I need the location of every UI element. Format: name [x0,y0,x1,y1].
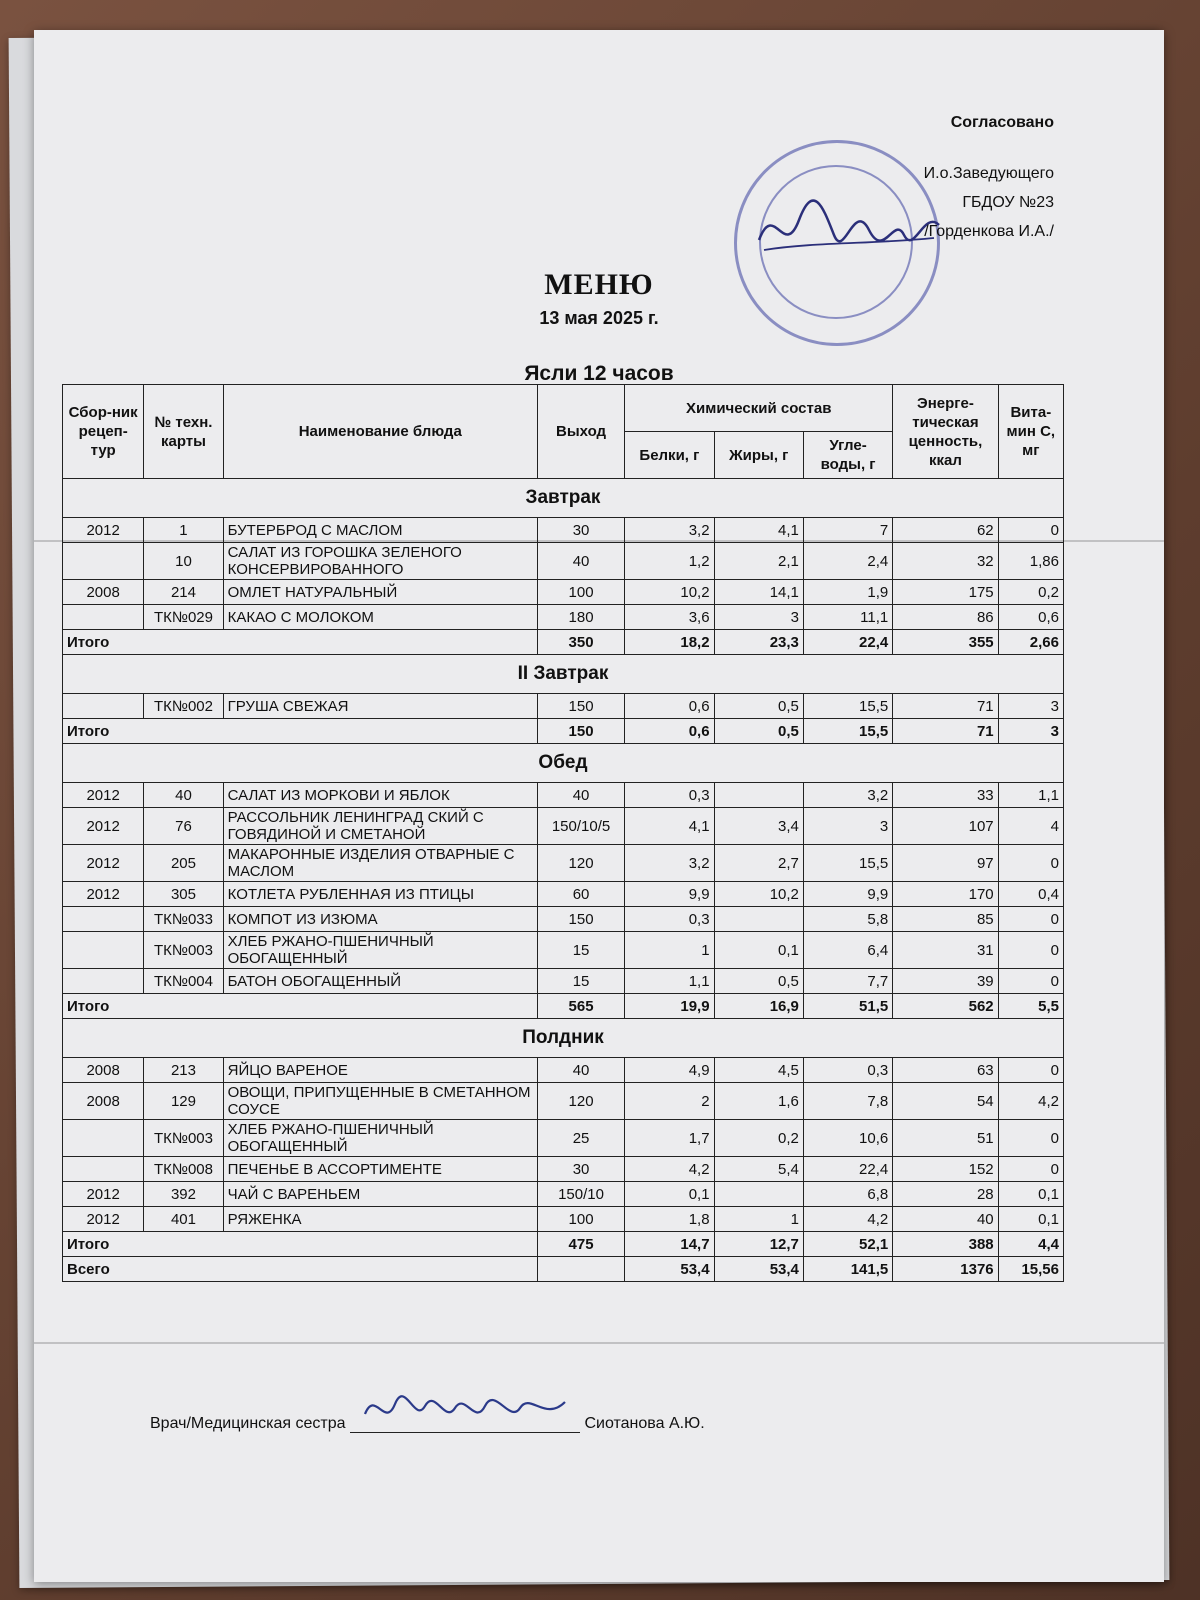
table-row [63,518,1064,543]
total-fat: 23,3 [714,630,803,655]
cell-tech-card: 305 [144,882,223,907]
cell-energy: 40 [893,1207,998,1232]
cell-fat: 0,2 [714,1120,803,1157]
total-yield: 350 [537,630,624,655]
cell-carbs: 1,9 [803,580,892,605]
header-tech-card: № техн. карты [144,385,223,479]
total-label: Итого [63,719,538,744]
cell-carbs: 3,2 [803,783,892,808]
cell-fat: 5,4 [714,1157,803,1182]
table-row [63,605,1064,630]
cell-tech-card: 76 [144,808,223,845]
cell-tech-card: ТК№004 [144,969,223,994]
cell-protein: 9,9 [625,882,714,907]
cell-tech-card: 214 [144,580,223,605]
cell-protein: 2 [625,1083,714,1120]
cell-energy: 31 [893,932,998,969]
cell-energy: 62 [893,518,998,543]
menu-document [34,30,1164,1582]
cell-tech-card: ТК№002 [144,694,223,719]
cell-energy: 33 [893,783,998,808]
approval-position: И.о.Заведующего [923,165,1054,182]
cell-vitamin: 0 [998,969,1063,994]
cell-collection: 2012 [63,518,144,543]
signature-block [150,1414,705,1433]
cell-dish-name: КОТЛЕТА РУБЛЕННАЯ ИЗ ПТИЦЫ [223,882,537,907]
cell-collection [63,543,144,580]
signature-role: Врач/Медицинская сестра [150,1415,346,1432]
header-fat: Жиры, г [714,432,803,479]
cell-carbs: 9,9 [803,882,892,907]
total-protein: 18,2 [625,630,714,655]
cell-carbs: 4,2 [803,1207,892,1232]
header-vitamin: Вита-мин С, мг [998,385,1063,479]
cell-vitamin: 3 [998,694,1063,719]
cell-carbs: 6,8 [803,1182,892,1207]
header-protein: Белки, г [625,432,714,479]
nurse-signature [360,1384,570,1434]
total-energy: 562 [893,994,998,1019]
cell-dish-name: САЛАТ ИЗ ГОРОШКА ЗЕЛЕНОГО КОНСЕРВИРОВАННОГО [223,543,537,580]
meal-section-title: II Завтрак [63,655,1064,694]
total-energy: 388 [893,1232,998,1257]
total-carbs: 15,5 [803,719,892,744]
table-row [63,1207,1064,1232]
cell-energy: 28 [893,1182,998,1207]
total-protein: 0,6 [625,719,714,744]
cell-collection: 2012 [63,808,144,845]
cell-collection [63,969,144,994]
meal-section-row [63,1019,1064,1058]
cell-protein: 3,2 [625,845,714,882]
total-protein: 14,7 [625,1232,714,1257]
cell-dish-name: ХЛЕБ РЖАНО-ПШЕНИЧНЫЙ ОБОГАЩЕННЫЙ [223,932,537,969]
cell-energy: 85 [893,907,998,932]
total-energy: 71 [893,719,998,744]
cell-carbs: 10,6 [803,1120,892,1157]
cell-protein: 3,6 [625,605,714,630]
cell-energy: 175 [893,580,998,605]
cell-carbs: 7,7 [803,969,892,994]
grand-total-carbs: 141,5 [803,1257,892,1282]
cell-carbs: 7,8 [803,1083,892,1120]
table-row [63,694,1064,719]
menu-date: 13 мая 2025 г. [539,308,659,328]
approval-block [924,108,1054,246]
cell-collection: 2012 [63,1207,144,1232]
cell-collection [63,907,144,932]
cell-tech-card: 10 [144,543,223,580]
cell-dish-name: КОМПОТ ИЗ ИЗЮМА [223,907,537,932]
cell-collection: 2012 [63,1182,144,1207]
cell-collection: 2008 [63,580,144,605]
cell-dish-name: ХЛЕБ РЖАНО-ПШЕНИЧНЫЙ ОБОГАЩЕННЫЙ [223,1120,537,1157]
cell-protein: 0,1 [625,1182,714,1207]
table-row [63,543,1064,580]
cell-fat [714,1182,803,1207]
cell-carbs: 11,1 [803,605,892,630]
total-yield: 475 [537,1232,624,1257]
cell-yield: 150/10/5 [537,808,624,845]
cell-vitamin: 0,1 [998,1207,1063,1232]
cell-protein: 1,1 [625,969,714,994]
table-row [63,1182,1064,1207]
total-row [63,719,1064,744]
fold-line [34,1342,1164,1344]
total-fat: 16,9 [714,994,803,1019]
table-row [63,907,1064,932]
cell-protein: 0,3 [625,907,714,932]
total-vitamin: 3 [998,719,1063,744]
cell-yield: 100 [537,1207,624,1232]
cell-tech-card: ТК№033 [144,907,223,932]
cell-dish-name: ЧАЙ С ВАРЕНЬЕМ [223,1182,537,1207]
cell-dish-name: ПЕЧЕНЬЕ В АССОРТИМЕНТЕ [223,1157,537,1182]
cell-yield: 150/10 [537,1182,624,1207]
cell-vitamin: 1,1 [998,783,1063,808]
cell-vitamin: 4 [998,808,1063,845]
cell-vitamin: 0 [998,907,1063,932]
cell-tech-card: ТК№003 [144,932,223,969]
table-row [63,845,1064,882]
cell-energy: 152 [893,1157,998,1182]
total-fat: 12,7 [714,1232,803,1257]
header-chem: Химический состав [625,385,893,432]
total-carbs: 22,4 [803,630,892,655]
table-row [63,969,1064,994]
grand-total-label: Всего [63,1257,538,1282]
cell-energy: 86 [893,605,998,630]
meal-section-title: Обед [63,744,1064,783]
table-row [63,1058,1064,1083]
cell-dish-name: ОВОЩИ, ПРИПУЩЕННЫЕ В СМЕТАННОМ СОУСЕ [223,1083,537,1120]
cell-yield: 40 [537,1058,624,1083]
cell-dish-name: САЛАТ ИЗ МОРКОВИ И ЯБЛОК [223,783,537,808]
cell-protein: 1,8 [625,1207,714,1232]
cell-collection [63,1120,144,1157]
cell-yield: 30 [537,1157,624,1182]
grand-total-protein: 53,4 [625,1257,714,1282]
cell-tech-card: 40 [144,783,223,808]
cell-collection: 2008 [63,1058,144,1083]
meal-section-row [63,655,1064,694]
cell-protein: 3,2 [625,518,714,543]
cell-vitamin: 0,4 [998,882,1063,907]
cell-vitamin: 0 [998,932,1063,969]
cell-yield: 120 [537,1083,624,1120]
table-row [63,1083,1064,1120]
cell-protein: 1,2 [625,543,714,580]
cell-protein: 4,2 [625,1157,714,1182]
header-energy: Энерге-тическая ценность, ккал [893,385,998,479]
cell-collection: 2012 [63,845,144,882]
total-yield: 150 [537,719,624,744]
cell-dish-name: БУТЕРБРОД С МАСЛОМ [223,518,537,543]
meal-section-row [63,479,1064,518]
cell-fat: 0,1 [714,932,803,969]
cell-fat: 14,1 [714,580,803,605]
header-dish-name: Наименование блюда [223,385,537,479]
signature-name: Сиотанова А.Ю. [584,1415,705,1432]
cell-tech-card: 392 [144,1182,223,1207]
total-protein: 19,9 [625,994,714,1019]
cell-vitamin: 0,6 [998,605,1063,630]
cell-vitamin: 0 [998,1058,1063,1083]
cell-energy: 63 [893,1058,998,1083]
cell-dish-name: РАССОЛЬНИК ЛЕНИНГРАД СКИЙ С ГОВЯДИНОЙ И СМЕТАНОЙ [223,808,537,845]
cell-protein: 4,1 [625,808,714,845]
cell-protein: 1 [625,932,714,969]
total-vitamin: 2,66 [998,630,1063,655]
table-row [63,580,1064,605]
director-signature [754,180,944,270]
cell-energy: 39 [893,969,998,994]
cell-fat: 0,5 [714,969,803,994]
grand-total-yield [537,1257,624,1282]
cell-collection: 2012 [63,882,144,907]
cell-yield: 15 [537,969,624,994]
cell-energy: 97 [893,845,998,882]
cell-yield: 15 [537,932,624,969]
table-row [63,882,1064,907]
total-row [63,1232,1064,1257]
menu-table [62,384,1064,1282]
cell-vitamin: 0,1 [998,1182,1063,1207]
cell-fat [714,907,803,932]
cell-tech-card: ТК№029 [144,605,223,630]
cell-energy: 71 [893,694,998,719]
header-yield: Выход [537,385,624,479]
page-title: МЕНЮ [544,268,654,301]
cell-energy: 54 [893,1083,998,1120]
cell-fat: 1,6 [714,1083,803,1120]
cell-dish-name: РЯЖЕНКА [223,1207,537,1232]
group-title: Ясли 12 часов [524,362,674,385]
cell-vitamin: 4,2 [998,1083,1063,1120]
cell-fat: 3 [714,605,803,630]
cell-dish-name: МАКАРОННЫЕ ИЗДЕЛИЯ ОТВАРНЫЕ С МАСЛОМ [223,845,537,882]
cell-dish-name: ГРУША СВЕЖАЯ [223,694,537,719]
menu-body [63,479,1064,1282]
cell-carbs: 15,5 [803,694,892,719]
cell-tech-card: 129 [144,1083,223,1120]
approval-organization: ГБДОУ №23 [962,194,1054,211]
signature-line [350,1414,580,1433]
cell-tech-card: ТК№003 [144,1120,223,1157]
grand-total-vitamin: 15,56 [998,1257,1063,1282]
cell-yield: 40 [537,783,624,808]
cell-yield: 120 [537,845,624,882]
total-label: Итого [63,994,538,1019]
grand-total-row [63,1257,1064,1282]
cell-fat [714,783,803,808]
approval-heading: Согласовано [950,114,1054,131]
header-collection: Сбор-ник рецеп-тур [63,385,144,479]
cell-energy: 32 [893,543,998,580]
cell-tech-card: 1 [144,518,223,543]
cell-protein: 10,2 [625,580,714,605]
table-row [63,808,1064,845]
cell-carbs: 5,8 [803,907,892,932]
cell-vitamin: 0 [998,1157,1063,1182]
cell-tech-card: ТК№008 [144,1157,223,1182]
cell-collection [63,932,144,969]
approval-person: /Горденкова И.А./ [924,223,1054,240]
cell-fat: 2,1 [714,543,803,580]
cell-vitamin: 1,86 [998,543,1063,580]
cell-vitamin: 0,2 [998,580,1063,605]
cell-yield: 100 [537,580,624,605]
cell-tech-card: 205 [144,845,223,882]
cell-carbs: 15,5 [803,845,892,882]
cell-carbs: 7 [803,518,892,543]
cell-yield: 150 [537,694,624,719]
grand-total-energy: 1376 [893,1257,998,1282]
cell-fat: 4,1 [714,518,803,543]
cell-yield: 40 [537,543,624,580]
cell-yield: 180 [537,605,624,630]
meal-section-title: Завтрак [63,479,1064,518]
total-label: Итого [63,1232,538,1257]
cell-yield: 60 [537,882,624,907]
cell-fat: 2,7 [714,845,803,882]
cell-dish-name: ОМЛЕТ НАТУРАЛЬНЫЙ [223,580,537,605]
cell-dish-name: БАТОН ОБОГАЩЕННЫЙ [223,969,537,994]
cell-dish-name: ЯЙЦО ВАРЕНОЕ [223,1058,537,1083]
table-row [63,1157,1064,1182]
cell-fat: 10,2 [714,882,803,907]
total-vitamin: 5,5 [998,994,1063,1019]
cell-yield: 150 [537,907,624,932]
total-row [63,630,1064,655]
header-carbs: Угле-воды, г [803,432,892,479]
cell-fat: 4,5 [714,1058,803,1083]
total-carbs: 51,5 [803,994,892,1019]
cell-carbs: 0,3 [803,1058,892,1083]
cell-collection: 2008 [63,1083,144,1120]
cell-collection: 2012 [63,783,144,808]
grand-total-fat: 53,4 [714,1257,803,1282]
meal-section-row [63,744,1064,783]
cell-collection [63,1157,144,1182]
meal-section-title: Полдник [63,1019,1064,1058]
cell-protein: 1,7 [625,1120,714,1157]
cell-protein: 4,9 [625,1058,714,1083]
cell-yield: 25 [537,1120,624,1157]
cell-energy: 107 [893,808,998,845]
cell-yield: 30 [537,518,624,543]
cell-vitamin: 0 [998,518,1063,543]
cell-protein: 0,6 [625,694,714,719]
cell-fat: 3,4 [714,808,803,845]
cell-tech-card: 401 [144,1207,223,1232]
total-energy: 355 [893,630,998,655]
cell-tech-card: 213 [144,1058,223,1083]
table-row [63,932,1064,969]
cell-energy: 170 [893,882,998,907]
total-vitamin: 4,4 [998,1232,1063,1257]
cell-carbs: 6,4 [803,932,892,969]
cell-vitamin: 0 [998,1120,1063,1157]
cell-carbs: 22,4 [803,1157,892,1182]
cell-energy: 51 [893,1120,998,1157]
total-row [63,994,1064,1019]
table-row [63,1120,1064,1157]
cell-carbs: 3 [803,808,892,845]
table-row [63,783,1064,808]
total-label: Итого [63,630,538,655]
total-fat: 0,5 [714,719,803,744]
total-carbs: 52,1 [803,1232,892,1257]
cell-fat: 1 [714,1207,803,1232]
cell-carbs: 2,4 [803,543,892,580]
total-yield: 565 [537,994,624,1019]
cell-dish-name: КАКАО С МОЛОКОМ [223,605,537,630]
cell-collection [63,605,144,630]
cell-vitamin: 0 [998,845,1063,882]
cell-fat: 0,5 [714,694,803,719]
cell-protein: 0,3 [625,783,714,808]
cell-collection [63,694,144,719]
